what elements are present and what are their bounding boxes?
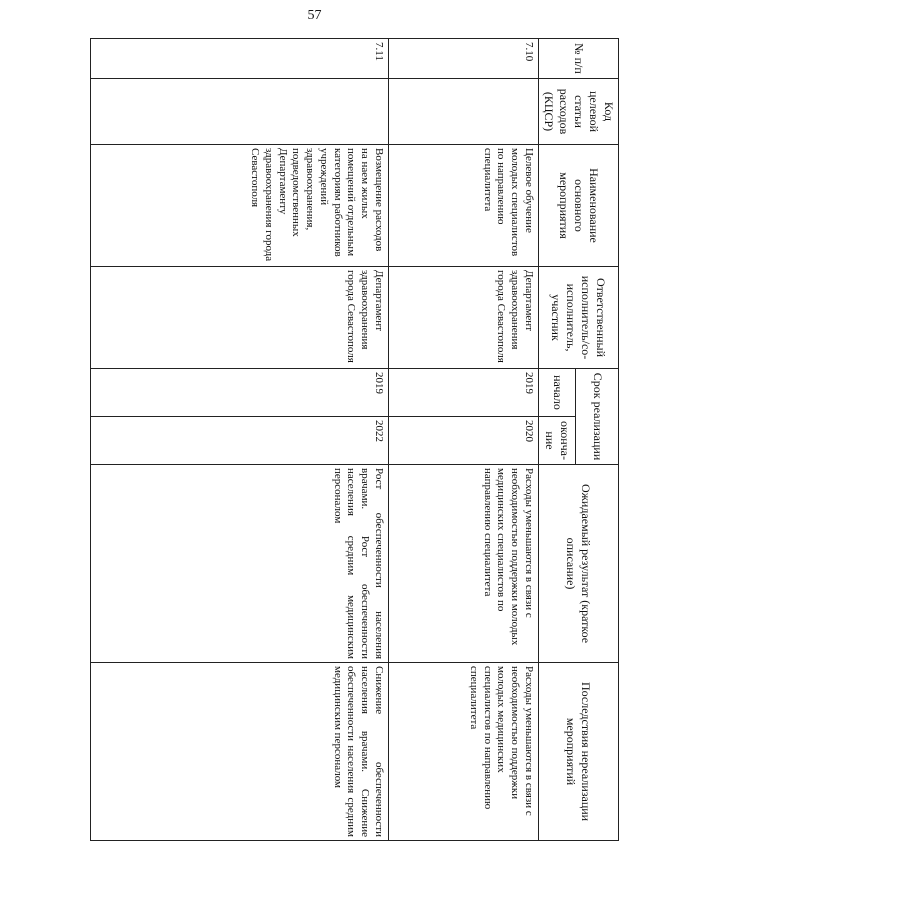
row-num: 7.10 [389,39,539,79]
row-name: Целевое обучение молодых специалистов по направлению специалитета [389,145,539,267]
header-responsible: Ответственный исполнитель/со-исполнитель, участник [539,267,619,369]
row-consequences: Снижение обеспеченности населения врачами. Снижение обеспеченности населения средним медицинским персоналом [91,663,389,841]
rotated-table-area [103,38,905,838]
header-term-end: оконча-ние [539,417,576,465]
row-responsible: Департамент здравоохранения города Севастополя [91,267,389,369]
header-consequences: Последствия нереализации мероприятий [539,663,619,841]
row-responsible: Департамент здравоохранения города Севастополя [389,267,539,369]
header-term-start: начало [539,369,576,417]
row-name: Возмещение расходов на наем жилых помещений отдельным категориям работников учреждений здравоохранения, подведомственных Департаменту здравоохранения города Севастополя [91,145,389,267]
row-result: Расходы уменьшаются в связи с необходимостью поддержки молодых медицинских специалистов по направлению специалитета [389,465,539,663]
row-start: 2019 [389,369,539,417]
table-row [389,39,539,841]
page-number: 57 [307,8,322,23]
row-start: 2019 [91,369,389,417]
header-kcsr: Код целевой статьи расходов (КЦСР) [539,79,619,145]
measures-table [90,38,619,841]
header-num: № п/п [539,39,619,79]
row-kcsr [91,79,389,145]
row-end: 2022 [91,417,389,465]
header-result: Ожидаемый результат (краткое описание) [539,465,619,663]
header-term: Срок реализации [576,369,619,465]
row-kcsr [389,79,539,145]
header-name: Наименование основного мероприятия [539,145,619,267]
row-num: 7.11 [91,39,389,79]
row-consequences: Расходы уменьшаются в связи с необходимостью поддержки молодых медицинских специалистов по направлению специалитета [389,663,539,841]
row-result: Рост обеспеченности населения врачами. Рост обеспеченности населения средним медицинским персоналом [91,465,389,663]
table-row [91,39,389,841]
row-end: 2020 [389,417,539,465]
